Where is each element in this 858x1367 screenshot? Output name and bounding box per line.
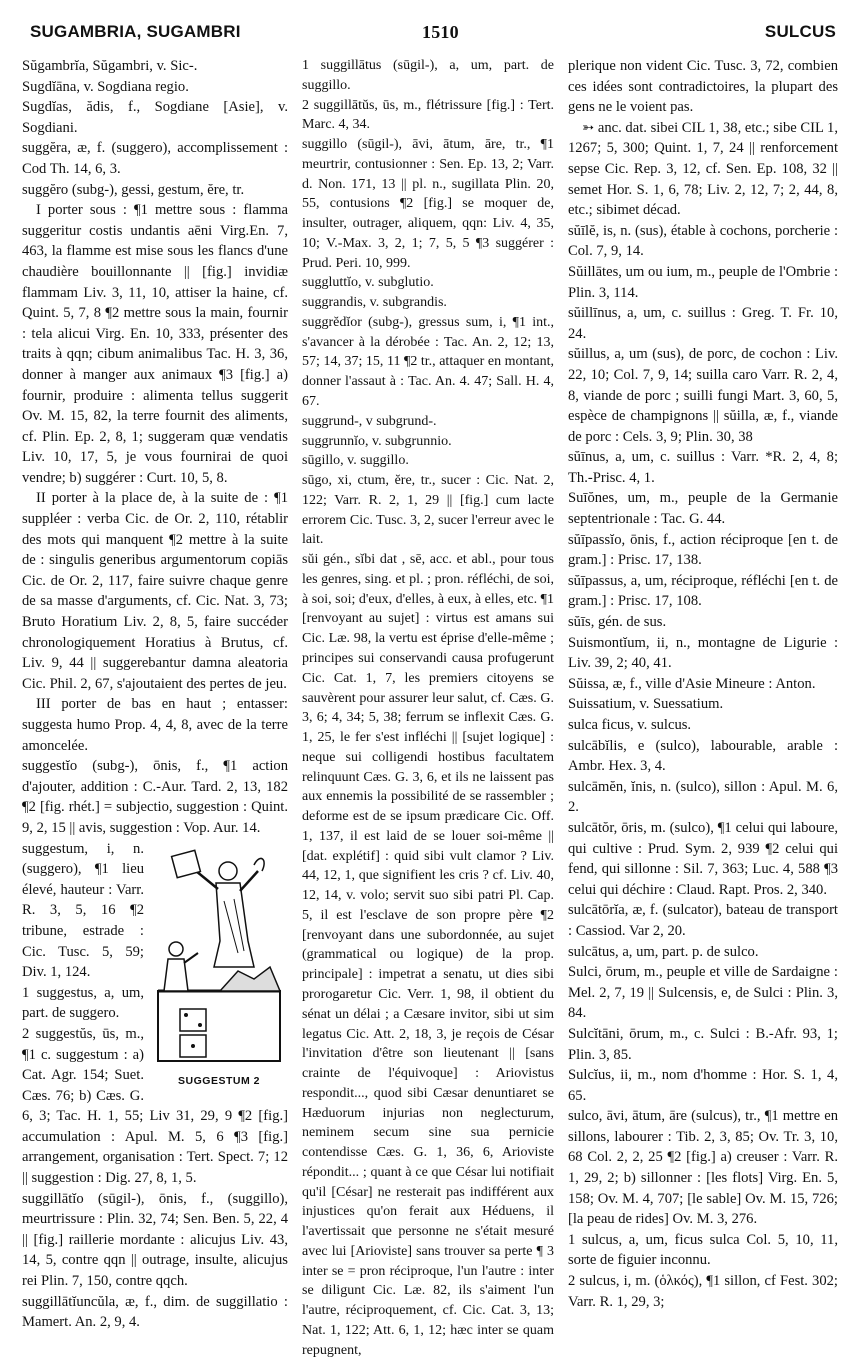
entry-suggillatus-1: 1 suggillātus (sūgil-), a, um, part. de suggillo. — [302, 58, 554, 93]
entry-sui-continued: plerique non vident Cic. Tusc. 3, 72, combien ces idées sont contradictoires, la plupart des gens ne le voient pas. — [568, 58, 838, 116]
header-right-guideword: SULCUS — [764, 22, 836, 41]
entry-suis: sŭīs, gén. de sus. — [568, 614, 667, 631]
entry-suismontium: Suismontĭum, ii, n., montagne de Ligurie : Liv. 39, 2; 40, 41. — [568, 634, 838, 672]
entry-suggestio: suggestĭo (subg-), ōnis, f., ¶1 action d'ajouter, addition : C.-Aur. Tard. 2, 13, 182 ¶2 [fig. rhét.] = subjectio, suggestion : Quint. 9, 2, 15 || avis, suggestion : Vop. Aur. 14. — [22, 758, 288, 836]
entry-sulcius: Sulcĭus, ii, m., nom d'homme : Hor. S. 1, 4, 65. — [568, 1067, 838, 1104]
column-1 — [22, 56, 288, 1333]
figure-caption: SUGGESTUM 2 — [178, 1074, 260, 1087]
entry-sulcatoria: sulcātōrĭa, æ, f. (sulcator), bateau de transport : Cassiod. Var 2, 20. — [568, 902, 838, 939]
entry-suggillatio: suggillātĭo (sūgil-), ōnis, f., (suggillo), meurtrissure : Plin. 32, 74; Sen. Ben. 5, 22, 4 || [fig.] raillerie mordante : alicujus Liv. 43, 14, 5, contre qqn || outrage, insulte, alicujus rei Plin. 7, 150, contre qqch. — [22, 1190, 288, 1290]
entry-suillinus: sŭillīnus, a, um, c. suillus : Greg. T. Fr. 10, 24. — [568, 305, 838, 342]
header-left-guideword: SUGAMBRIA, SUGAMBRI — [30, 22, 241, 41]
entry-sugdiana: Sugdĭāna, v. Sogdiana regio. — [22, 78, 189, 95]
entry-suillus: sŭillus, a, um (sus), de porc, de cochon : Liv. 22, 10; Col. 7, 9, 14; suilla caro Varr. R. 2, 4, 8, viande de porc ; suilli fungi Mart. 3, 60, 5, espèce de champignons || sŭilla, æ, f., viande de porc : Cels. 3, 9; Plin. 30, 38 — [568, 346, 838, 445]
entry-sulcamen: sulcāmĕn, ĭnis, n. (sulco), sillon : Apul. M. 6, 2. — [568, 778, 838, 816]
column-3 — [568, 56, 838, 1312]
entry-sulco: sulco, āvi, ātum, āre (sulcus), tr., ¶1 mettre en sillons, labourer : Tib. 2, 3, 85; Ov. Tr. 3, 10, 68 Col. 2, 2, 25 ¶2 [fig.] a) creuser : Varr. R. 1, 29, 2; b) sillonner : [les flots] Virg. En. 5, 158; Ov. M. 4, 707; [le sable] Ov. M. 15, 726; [la peau de rides] Ov. M. 3, 276. — [568, 1108, 838, 1228]
entry-sugillo: sūgillo, v. suggillo. — [302, 453, 409, 469]
entry-sulcitani: Sulcĭtāni, ōrum, m., c. Sulci : B.-Afr. 93, 1; Plin. 3, 85. — [568, 1025, 838, 1063]
entry-sulcus-2: 2 sulcus, i, m. (ὁλκός), ¶1 sillon, cf Fest. 302; Varr. R. 1, 29, 3; — [568, 1273, 838, 1310]
running-head — [30, 22, 844, 50]
entry-suggestus-2: 2 suggestŭs, ūs, m., ¶1 c. suggestum : a) Cat. Agr. 154; Suet. Cæs. 76; b) Cæs. G. 6, 3; Tac. H. 1, 55; Liv 31, 29, 9 ¶2 [fig.] accumulation : Apul. M. 5, 6 ¶3 [fig.] arrangement, organisation : Tert. Spect. 7; 12 || suggestion : Dig. 27, 8, 1, 5. — [22, 1025, 288, 1187]
entry-suillates: Sŭillātes, um ou ium, m., peuple de l'Ombrie : Plin. 3, 114. — [568, 263, 838, 301]
entry-sugambria: Sŭgambrĭa, Sŭgambri, v. Sic-. — [22, 58, 198, 74]
entry-suggrund: suggrund-, v subgrund-. — [302, 413, 437, 429]
page-number: 1510 — [422, 22, 459, 42]
entry-suggillatiuncula: suggillātĭuncŭla, æ, f., dim. de suggillatio : Mamert. An. 2, 9, 4. — [22, 1293, 288, 1331]
entry-suile: sŭīlĕ, is, n. (sus), étable à cochons, porcherie : Col. 7, 9, 14. — [568, 222, 838, 260]
entry-suggero-sense-1: I porter sous : ¶1 mettre sous : flamma suggeritur costis undantis aēni Virg.En. 7, 463, la flamme est mise sous les flancs d'une chaudière bouillonnante || [fig.] invidiæ flammam Liv. 3, 11, 10, attiser la haine, cf. Quint. 5, 7, 8 ¶2 mettre sous la main, fournir : tela alicui Virg. En. 10, 333, présenter des traits à qqn; cibum animalibus Tac. H. 3, 36, donner à manger aux animaux ¶3 [fig.] a) fournir, produire : alimenta tellus suggerit Ov. M. 15, 82, la terre fournit des aliments, cf. Plin. Ep. 2, 8, 1; suggeram quæ vendatis Liv. 10, 17, 5, je vous fournirai de quoi vendre; b) suggérer : Curt. 10, 5, 8. — [22, 202, 288, 486]
entry-sulca-ficus: sulca ficus, v. sulcus. — [568, 717, 692, 733]
entry-suinus: sŭīnus, a, um, c. suillus : Varr. *R. 2, 4, 8; Th.-Prisc. 4, 1. — [568, 449, 838, 486]
entry-suggredior: suggrĕdĭor (subg-), gressus sum, i, ¶1 int., s'avancer à la dérobée : Tac. An. 2, 12; 13, 57; 14, 37; 15, 11 ¶2 tr., attaquer en montant, donner l'assaut à : Tac. An. 4. 47; Sall. H. 4, 67. — [302, 314, 554, 410]
entry-suggillatus-2: 2 suggillātŭs, ūs, m., flétrissure [fig.] : Tert. Marc. 4, 34. — [302, 97, 554, 133]
entry-suissatium: Suissatium, v. Suessatium. — [568, 696, 724, 713]
entry-suiones: Suīŏnes, um, m., peuple de la Germanie septentrionale : Tac. G. 44. — [568, 490, 838, 528]
entry-sugglutio: suggluttĭo, v. subglutio. — [302, 275, 434, 291]
entry-suggero: suggĕro (subg-), gessi, gestum, ĕre, tr. — [22, 181, 245, 198]
entry-sugdias: Sugdĭas, ădis, f., Sogdiane [Asie], v. Sogdiani. — [22, 99, 288, 136]
entry-sui: sŭi gén., sĭbi dat , sē, acc. et abl., pour tous les genres, sing. et pl. ; pron. réfléchi, de soi, à soi, soi; d'eux, d'elles, à eux, à elles, etc. ¶1 [renvoyant au sujet] : virtus est amans sui Cic. Læ. 98, la vertu est éprise d'elle-même ; principes sui conservandi causa profugerunt Cic. Cat. 1, 7, les premiers citoyens se sauvèrent pour assurer leur salut, cf. Cæs. G. 3, 6; 4, 34; 5, 38; ferrum se inflexit Cæs. G. 1, 25, le fer s'est infléchi || [sujet logique] : neque sui colligendi hostibus facultatem relinquunt Cæs. G. 3, 6, et ils ne laissent pas aux ennemis la possibilité de se rassembler ; deforme est de se ipsum prædicare Cic. Off. 1, 137, il est laid de se louer soi-même || [dat. explétif] : quid sibi vult clamor ? Liv. 44, 12, 1, que signifient les cris ? cf. Liv. 40, 12, 14, v. volo; servit suo sibi patri Pl. Cap. 5, il est l'esclave de son propre père ¶2 [renvoyant dans une subordonnée, au sujet (grammatical ou logique) de la prop. principale] : impetrat a senatu, ut dies sibi prorogaretur Cic. Verr. 1, 98, il obtient du sénat un délai ; a Cæsare invitor, sibi ut sim legatus Cic. Att. 2, 18, 3, je reçois de César l'invitation d'être son lieutenant || [sans crainte de l'équivoque] : Ariovistus respondit..., quod sibi Cæsar denuntiaret se Hæduorum injurias non neglecturum, neminem secum sine sua pernicie contendisse Cæs. G. 1, 36, 6, Arioviste répondit... ; quant à ce que César lui notifiait qu'il [César] ne resterait pas indifférent aux injustices qu'on ferait aux Héduens, il l'avertissait que personne ne s'était mesuré avec lui [Arioviste] sans trouver sa perte ¶ 3 inter se = pron réciproque, l'un l'autre : inter se diligunt Cic. Læ. 82, ils s'aiment l'un l'autre, réciproquement, cf. Cic. Cat. 3, 13; Nat. 1, 122; Att. 6, 1, 12; hæc inter se quam repugnent, — [302, 552, 554, 1358]
entry-suggrandis: suggrandis, v. subgrandis. — [302, 295, 447, 311]
entry-suggillo: suggillo (sūgil-), āvi, ātum, āre, tr., ¶1 meurtrir, contusionner : Sen. Ep. 13, 2; Varr. d. Non. 171, 13 || pl. n., sugillata Plin. 20, 55, contusions ¶2 [fig.] se moquer de, insulter, outrager, aliquem, qqn: Liv. 4, 35, 10; V.-Max. 3, 2, 1; 7, 5, 5 ¶3 suggérer : Prud. Peri. 10, 999. — [302, 137, 554, 271]
entry-suipassus: sŭīpassus, a, um, réciproque, réfléchi [en t. de gram.] : Prisc. 17, 108. — [568, 572, 838, 610]
entry-suggestum: suggestum, i, n. (suggero), ¶1 lieu élevé, hauteur : Varr. R. 3, 5, 16 ¶2 tribune, estrade : Cic. Tusc. 5, 59; Div. 1, 124. — [22, 840, 144, 981]
statue-on-podium-illustration — [150, 841, 288, 1085]
column-2 — [302, 56, 554, 1361]
entry-suggera: suggĕra, æ, f. (suggero), accomplissement : Cod Th. 14, 6, 3. — [22, 140, 288, 177]
entry-suissa: Sŭissa, æ, f., ville d'Asie Mineure : Anton. — [568, 675, 816, 692]
entry-sui-note: ➳ anc. dat. sibei CIL 1, 38, etc.; sibe CIL 1, 1267; 5, 300; Quint. 1, 7, 24 || renforcement sepse Cic. Rep. 3, 12, cf. Sen. Ep. 108, 32 || semet Hor. S. 1, 6, 78; Liv. 2, 12, 7; 2, 44, 8, etc.; sibimet décad. — [568, 119, 838, 219]
entry-sulcus-1: 1 sulcus, a, um, ficus sulca Col. 5, 10, 11, sorte de figuier inconnu. — [568, 1231, 838, 1269]
entry-suipassio: sŭīpassĭo, ōnis, f., action réciproque [en t. de gram.] : Prisc. 17, 138. — [568, 531, 838, 569]
entry-sulcabilis: sulcābĭlis, e (sulco), labourable, arable : Ambr. Hex. 3, 4. — [568, 737, 838, 775]
entry-suggrunnio: suggrunnĭo, v. subgrunnio. — [302, 433, 452, 449]
entry-suggero-sense-3: III porter de bas en haut ; entasser: suggesta humo Prop. 4, 4, 8, avec de la terre amoncelée. — [22, 696, 288, 754]
entry-suggero-sense-2: II porter à la place de, à la suite de : ¶1 suppléer : verba Cic. de Or. 2, 110, rétablir des mots qui manquent ¶2 mettre à la suite de : singulis generibus argumentorum copiās Cic. de Or. 2, 117, faire suivre chaque genre de sa masse d'arguments, cf. Cic. Nat. 3, 73; Bruto Horatium Liv. 2, 8, 5, faire succéder chronologiquement Horatius à Brutus, cf. Liv. 9, 44 || suggerebantur damna aleatoria Cic. Phil. 2, 67, s'ajoutaient des pertes de jeu. — [22, 490, 288, 692]
entry-sulci: Sulci, ōrum, m., peuple et ville de Sardaigne : Mel. 2, 7, 19 || Sulcensis, e, de Sulci : Plin. 3, 84. — [568, 964, 838, 1022]
entry-sulcatus: sulcātus, a, um, part. p. de sulco. — [568, 943, 759, 960]
suggestum-figure-icon — [150, 841, 288, 1069]
entry-sugo: sūgo, xi, ctum, ĕre, tr., sucer : Cic. Nat. 2, 122; Varr. R. 2, 1, 29 || [fig.] cum lacte errorem Cic. Tusc. 3, 2, sucer l'erreur avec le lait. — [302, 473, 554, 548]
entry-sulcator: sulcātŏr, ōris, m. (sulco), ¶1 celui qui laboure, qui cultive : Prud. Sym. 2, 939 ¶2 celui qui fend, qui sillonne : Sil. 7, 363; Luc. 4, 588 ¶3 celui qui déchire : Claud. Rapt. Pros. 2, 340. — [568, 819, 838, 898]
entry-suggestus-1: 1 suggestus, a, um, part. de suggero. — [22, 984, 144, 1022]
